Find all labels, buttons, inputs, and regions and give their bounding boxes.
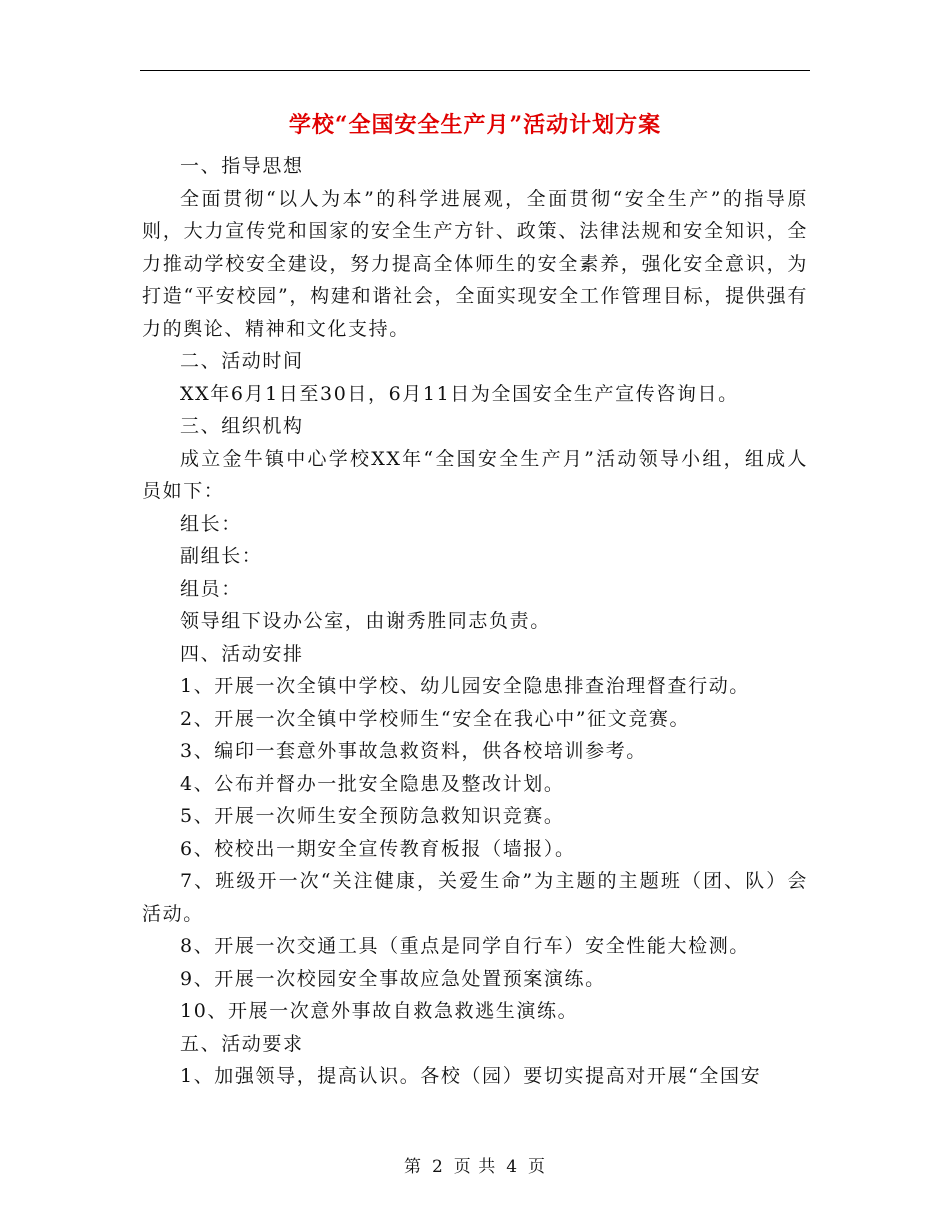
heading-organization: 三、组织机构 — [180, 415, 304, 437]
paragraph-requirement-1: 1、加强领导，提高认识。各校（园）要切实提高对开展“全国安 — [180, 1065, 762, 1087]
list-item: 2、开展一次全镇中学校师生“安全在我心中”征文竞赛。 — [180, 707, 691, 730]
heading-activity-requirements: 五、活动要求 — [180, 1032, 304, 1055]
footer-suffix: 页 — [528, 1157, 547, 1177]
line-deputy-leader: 副组长： — [180, 545, 263, 567]
line-group-leader: 组长： — [180, 512, 242, 535]
paragraph-organization: 成立金牛镇中心学校XX年“全国安全生产月”活动领导小组，组成人员如下： — [142, 447, 808, 502]
heading-activity-arrangement: 四、活动安排 — [180, 642, 304, 665]
footer-prefix: 第 — [403, 1157, 422, 1177]
header-rule — [140, 70, 810, 71]
heading-activity-time: 二、活动时间 — [180, 350, 304, 372]
heading-guiding-ideology: 一、指导思想 — [180, 155, 304, 177]
page-footer — [0, 1152, 950, 1177]
list-item: 1、开展一次全镇中学校、幼儿园安全隐患排查治理督查行动。 — [180, 675, 750, 697]
line-group-members: 组员： — [180, 577, 242, 600]
document-body — [142, 150, 808, 1093]
list-item: 6、校校出一期安全宣传教育板报（墙报）。 — [180, 837, 576, 860]
footer-mid: 页 共 — [453, 1157, 497, 1177]
document-title: 学校“全国安全生产月”活动计划方案 — [288, 112, 662, 138]
list-item: 9、开展一次校园安全事故应急处置预案演练。 — [180, 967, 606, 990]
list-item: 8、开展一次交通工具（重点是同学自行车）安全性能大检测。 — [180, 935, 750, 957]
list-item: 7、班级开一次“关注健康，关爱生命”为主题的主题班（团、队）会活动。 — [142, 870, 808, 925]
list-item: 5、开展一次师生安全预防急救知识竞赛。 — [180, 805, 565, 827]
footer-page-number: 2 — [431, 1157, 444, 1177]
list-item: 3、编印一套意外事故急救资料，供各校培训参考。 — [180, 740, 647, 762]
paragraph-activity-time: XX年6月1日至30日，6月11日为全国安全生产宣传咨询日。 — [180, 382, 739, 405]
footer-total-pages: 4 — [506, 1157, 519, 1177]
paragraph-office: 领导组下设办公室，由谢秀胜同志负责。 — [180, 610, 551, 632]
list-item: 4、公布并督办一批安全隐患及整改计划。 — [180, 772, 565, 795]
paragraph-guiding-ideology: 全面贯彻“以人为本”的科学进展观，全面贯彻“安全生产”的指导原则，大力宣传党和国家的安全生产方针、政策、法律法规和安全知识，全力推动学校安全建设，努力提高全体师生的安全素养，强化安全意识，为打造“平安校园”，构建和谐社会，全面实现安全工作管理目标，提供强有力的舆论、精神和文化支持。 — [142, 187, 808, 340]
list-item: 10、开展一次意外事故自救急救逃生演练。 — [180, 1000, 579, 1022]
